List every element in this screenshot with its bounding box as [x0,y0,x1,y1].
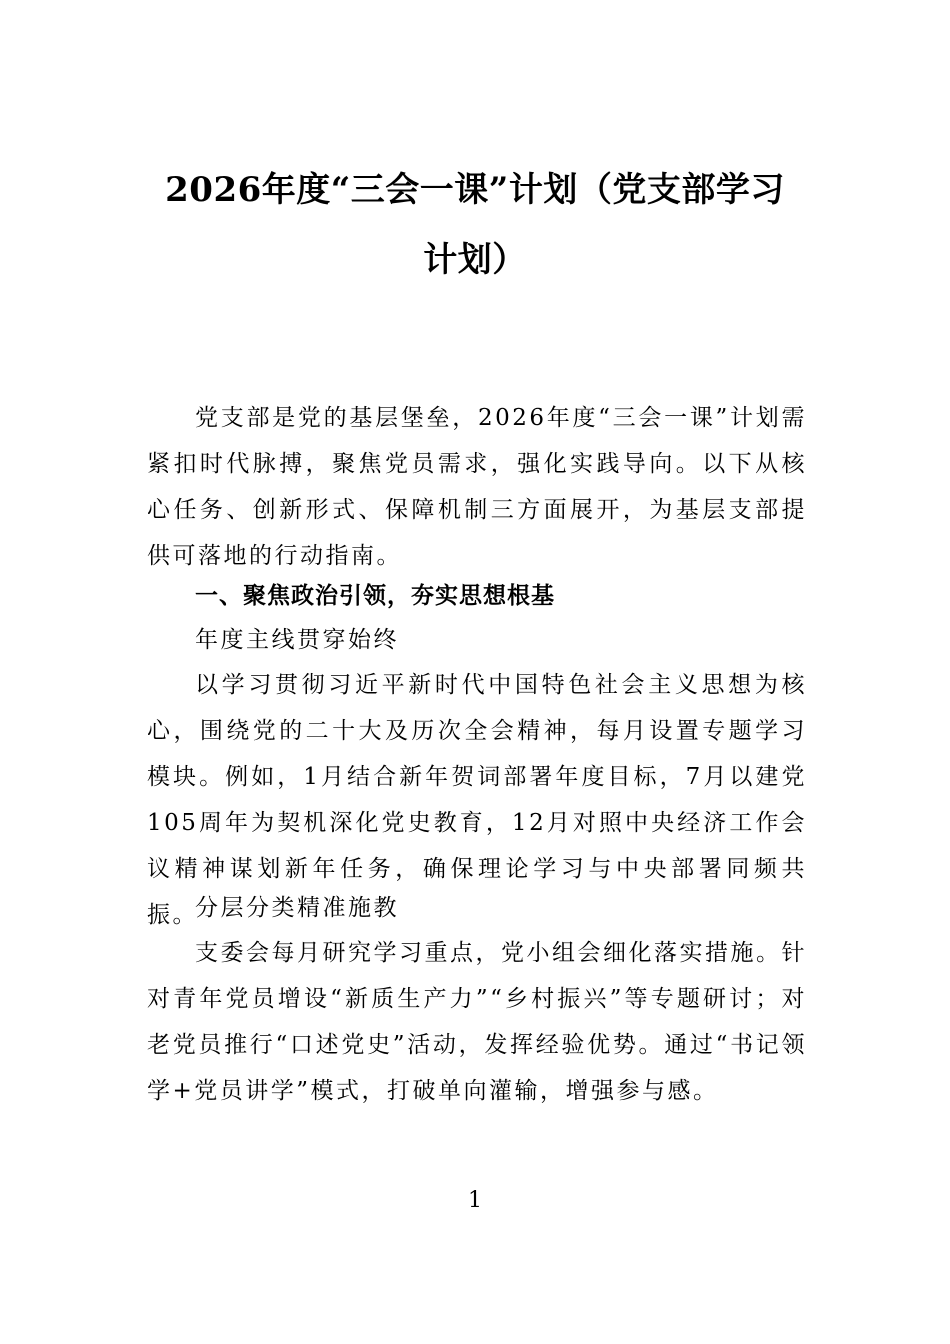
subheading-2: 分层分类精准施教 [195,895,399,921]
body-paragraph-2: 支委会每月研究学习重点，党小组会细化落实措施。针对青年党员增设“新质生产力”“乡村振兴”等专题研讨；对老党员推行“口述党史”活动，发挥经验优势。通过“书记领学+党员讲学”模式，打破单向灌输，增强参与感。 [147,940,807,1104]
section-heading-1: 一、聚焦政治引领，夯实思想根基 [195,583,555,609]
body-paragraph-1: 以学习贯彻习近平新时代中国特色社会主义思想为核心，围绕党的二十大及历次全会精神，每月设置专题学习模块。例如，1月结合新年贺词部署年度目标，7月以建党105周年为契机深化党史教育，12月对照中央经济工作会议精神谋划新年任务，确保理论学习与中央部署同频共振。 [147,672,807,928]
intro-paragraph: 党支部是党的基层堡垒，2026年度“三会一课”计划需紧扣时代脉搏，聚焦党员需求，强化实践导向。以下从核心任务、创新形式、保障机制三方面展开，为基层支部提供可落地的行动指南。 [147,405,807,569]
page-number: 1 [468,1188,482,1213]
document-title-line-1: 2026年度“三会一课”计划（党支部学习 [165,170,785,210]
document-title-line-2: 计划） [423,240,527,280]
subheading-1: 年度主线贯穿始终 [195,627,399,653]
